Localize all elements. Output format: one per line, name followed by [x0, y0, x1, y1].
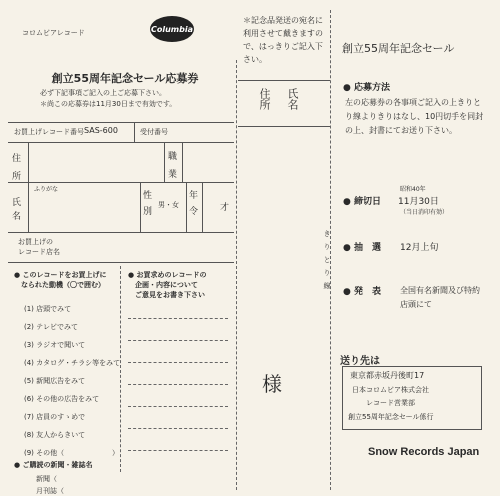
- motive-item: [24, 376, 85, 386]
- coupon-note-1: 必ず下記事項ご記入の上ご応募下さい。: [40, 89, 166, 97]
- news-title: ● ご購読の新聞・雑誌名: [14, 461, 93, 469]
- deadline-label: ● 締切日: [343, 197, 381, 207]
- motive-text: テレビでみて: [36, 323, 79, 331]
- motive-num: (7): [24, 413, 34, 421]
- address-label-mid: 住所: [258, 88, 271, 110]
- job-label: 職業: [168, 152, 178, 180]
- divider: [134, 122, 135, 142]
- divider: [238, 126, 330, 127]
- motive-text: 店頭でみて: [36, 305, 72, 313]
- cut-line-label: きりとり線: [323, 230, 331, 295]
- divider: [8, 182, 234, 183]
- announce-label: ● 発 表: [343, 287, 381, 297]
- write-line: [128, 384, 228, 385]
- coupon-title: 創立55周年記念セール応募券: [51, 72, 199, 85]
- name-label-mid: 氏名: [286, 88, 299, 110]
- cut-line-right: [330, 10, 331, 490]
- write-line: [128, 450, 228, 451]
- deadline-year: 昭和40年: [400, 186, 426, 193]
- motive-num: (1): [24, 305, 34, 313]
- address-label: 住所: [12, 154, 22, 182]
- motive-text: 新聞広告をみて: [36, 377, 86, 385]
- columbia-logo: [150, 16, 194, 42]
- divider: [238, 80, 330, 81]
- brand-label: コロムビアレコード: [22, 29, 85, 37]
- divider: [28, 142, 29, 232]
- deadline-date: 11月30日: [398, 197, 439, 207]
- lottery-label: ● 抽 選: [343, 243, 381, 253]
- send-addr-2: 日本コロムビア株式会社: [352, 386, 429, 394]
- column-divider: [120, 266, 121, 472]
- news-item: 新聞（: [36, 475, 57, 483]
- divider: [182, 142, 183, 182]
- motive-item: [24, 394, 99, 404]
- motive-text: その他（: [36, 449, 65, 457]
- lottery-value: 12月上旬: [400, 243, 439, 253]
- logo-text: Columbia: [150, 24, 193, 34]
- motive-num: (3): [24, 341, 34, 349]
- coupon-note-2: ＊尚この応募券は11月30日まで有効です。: [40, 100, 177, 108]
- motive-item: [24, 430, 85, 440]
- motive-text: ラジオで聞いて: [36, 341, 86, 349]
- motive-item: [24, 304, 71, 314]
- motive-item: [24, 322, 78, 332]
- motive-item: [24, 448, 64, 458]
- motive-text: その他の広告をみて: [36, 395, 100, 403]
- divider: [186, 182, 187, 232]
- middle-notice: ＊記念品発送の宛名に利用させて戴きますので、はっきりご記入下さい。: [243, 16, 323, 64]
- age-unit: 才: [220, 203, 230, 213]
- divider: [140, 182, 141, 232]
- method-label: ● 応募方法: [343, 83, 390, 93]
- divider: [164, 142, 165, 182]
- motive-text: 友人からきいて: [36, 431, 86, 439]
- send-addr-4: 創立55周年記念セール係行: [348, 413, 434, 421]
- divider: [8, 122, 234, 123]
- send-addr-3: レコード営業部: [366, 399, 415, 407]
- motive-title: ● このレコードをお買上げに なられた動機（〇で囲む）: [14, 271, 107, 289]
- send-to-label: 送り先は: [340, 356, 380, 367]
- cut-line-left: [236, 60, 237, 490]
- age-label: 年令: [189, 191, 199, 217]
- motive-num: (4): [24, 359, 34, 367]
- right-title: 創立55周年記念セール: [342, 42, 455, 55]
- motive-num: (8): [24, 431, 34, 439]
- write-line: [128, 428, 228, 429]
- news-item: 月刊誌（: [36, 487, 64, 495]
- motive-item: [24, 412, 85, 422]
- wish-title: ● お買求めのレコードの 企画・内容について ご意見をお書き下さい: [128, 271, 207, 299]
- announce-value: 全国有名新聞及び特約店頭にて: [400, 286, 480, 309]
- motive-text: 店員のすゝめで: [36, 413, 86, 421]
- motive-num: (6): [24, 395, 34, 403]
- motive-item: [24, 358, 120, 368]
- motive-num: (2): [24, 323, 34, 331]
- write-line: [128, 406, 228, 407]
- divider: [8, 262, 234, 263]
- shop-label: お買上げの レコード店名: [18, 238, 60, 256]
- motive-paren-close: ）: [112, 449, 119, 457]
- receipt-number-label: 受付番号: [140, 128, 168, 136]
- divider: [202, 182, 203, 232]
- sex-label: 性別: [143, 191, 153, 217]
- deadline-note: （当日消印有効）: [400, 209, 449, 216]
- write-line: [128, 318, 228, 319]
- record-number-value: SAS-600: [84, 126, 118, 135]
- motive-num: (5): [24, 377, 34, 385]
- furigana-label: ふりがな: [34, 186, 59, 193]
- send-addr-1: 東京都赤坂丹後町17: [350, 371, 425, 380]
- watermark: Snow Records Japan: [368, 446, 480, 458]
- name-label: 氏名: [12, 198, 22, 222]
- divider: [8, 232, 234, 233]
- motive-text: カタログ・チラシ等をみて: [36, 359, 121, 367]
- write-line: [128, 340, 228, 341]
- sex-value: 男・女: [158, 201, 179, 209]
- record-number-label: お買上げレコード番号: [14, 128, 84, 136]
- motive-num: (9): [24, 449, 34, 457]
- write-line: [128, 362, 228, 363]
- sama-label: 様: [262, 372, 282, 396]
- divider: [8, 142, 234, 143]
- method-text: 左の応募券の各事項ご記入の上きりとり線よりきりはなし、10円切手を同封の上、封書にてお送り下さい。: [345, 98, 484, 135]
- motive-item: [24, 340, 85, 350]
